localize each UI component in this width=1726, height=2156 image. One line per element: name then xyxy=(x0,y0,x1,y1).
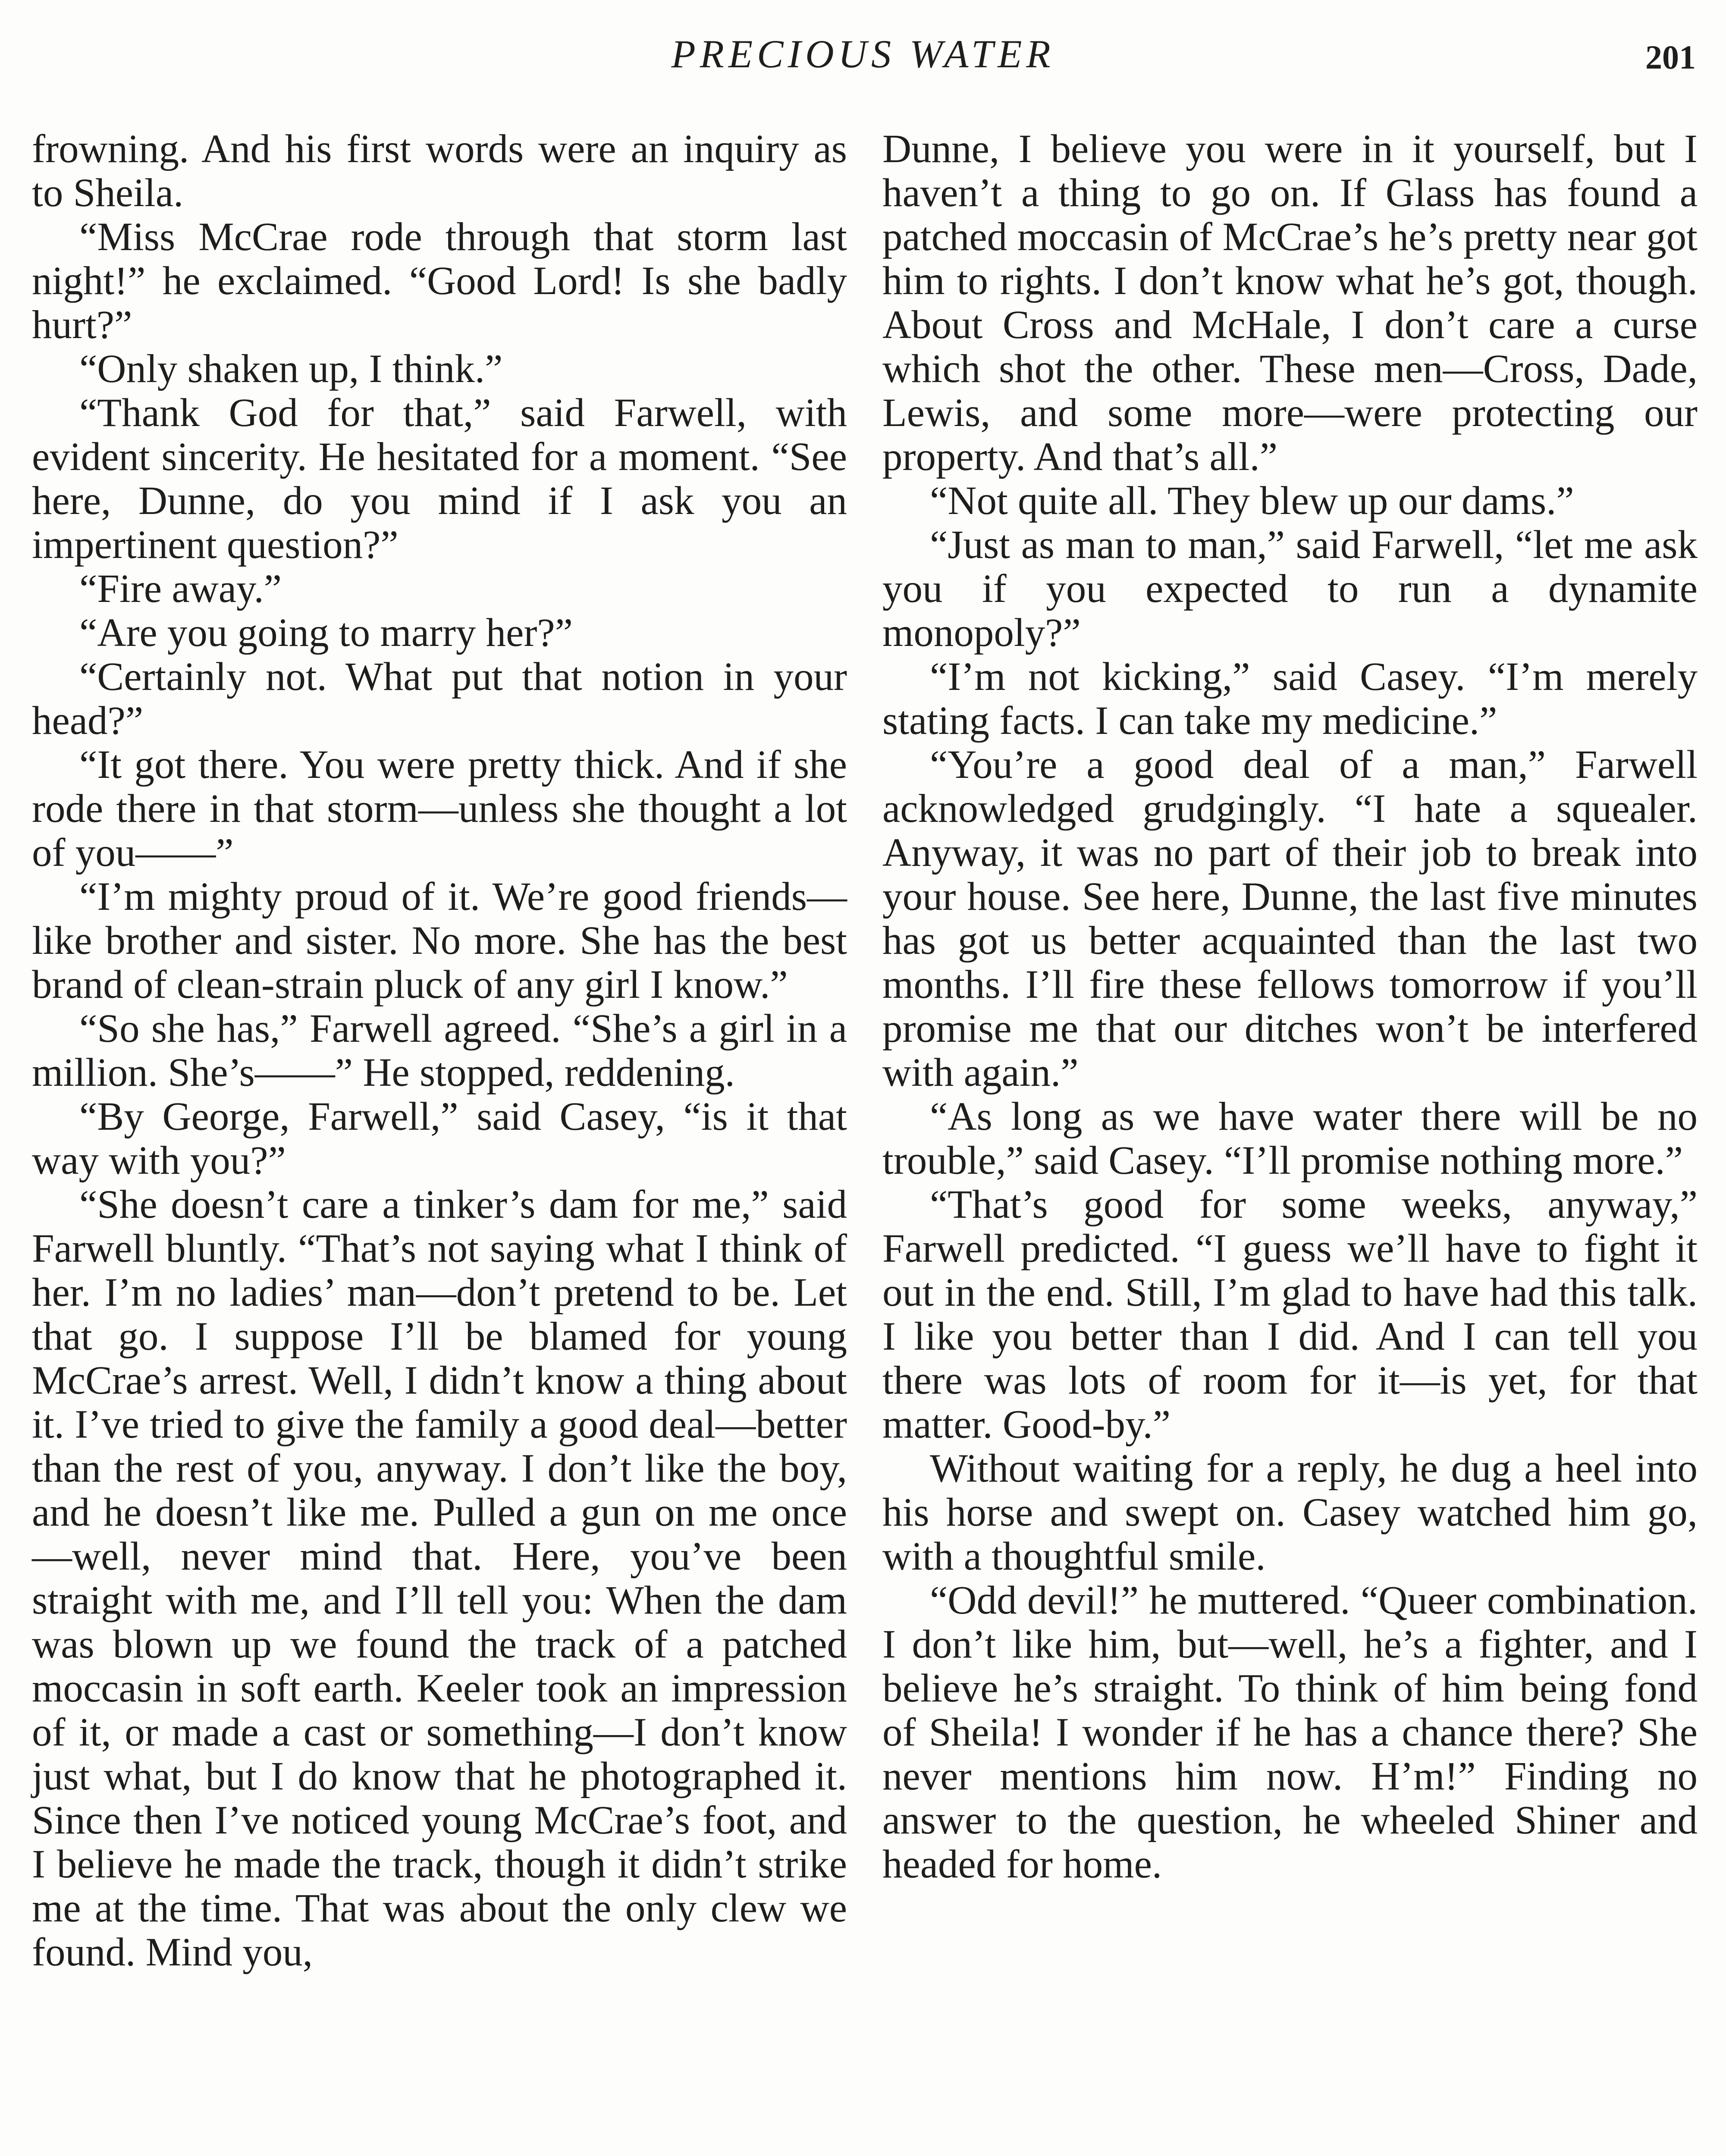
paragraph: frowning. And his first words were an inquiry as to Sheila. xyxy=(32,127,847,215)
paragraph: “Fire away.” xyxy=(79,567,282,611)
paragraph: “Are you going to marry her?” xyxy=(79,611,573,655)
paragraph: “As long as we have water there will be no trouble,” said Casey. “I’ll promise nothing more.” xyxy=(882,1094,1698,1183)
paragraph: “So she has,” Farwell agreed. “She’s a girl in a million. She’s——” He stopped, reddening. xyxy=(32,1006,847,1095)
right-column xyxy=(882,127,1698,1887)
paragraph: “Not quite all. They blew up our dams.” xyxy=(930,479,1574,523)
paragraph: “I’m mighty proud of it. We’re good friends—like brother and sister. No more. She has the best brand of clean-strain pluck of any girl I know.” xyxy=(32,874,847,1007)
paragraph: “By George, Farwell,” said Casey, “is it that way with you?” xyxy=(32,1094,847,1183)
paragraph: Without waiting for a reply, he dug a heel into his horse and swept on. Casey watched him go, with a thoughtful smile. xyxy=(882,1446,1698,1579)
paragraph: “Just as man to man,” said Farwell, “let me ask you if you expected to run a dynamite monopoly?” xyxy=(882,523,1698,655)
paragraph: “That’s good for some weeks, anyway,” Farwell predicted. “I guess we’ll have to fight it out in the end. Still, I’m glad to have had this talk. I like you better than I did. And I can tell you there was lots of room for it—is yet, for that matter. Good-by.” xyxy=(882,1182,1698,1447)
paragraph: “Only shaken up, I think.” xyxy=(79,347,503,391)
paragraph: “You’re a good deal of a man,” Farwell acknowledged grudgingly. “I hate a squealer. Anyway, it was no part of their job to break into your house. See here, Dunne, the last five minutes has got us better acquainted than the last two months. I’ll fire these fellows tomorrow if you’ll promise me that our ditches won’t be interfered with again.” xyxy=(882,743,1698,1095)
running-title: PRECIOUS WATER xyxy=(671,32,1055,76)
paragraph: “Odd devil!” he muttered. “Queer combination. I don’t like him, but—well, he’s a fighter, and I believe he’s straight. To think of him being fond of Sheila! I wonder if he has a chance there? She never mentions him now. H’m!” Finding no answer to the question, he wheeled Shiner and headed for home. xyxy=(882,1578,1698,1887)
page-number: 201 xyxy=(1645,38,1696,76)
paragraph: “Miss McCrae rode through that storm last night!” he exclaimed. “Good Lord! Is she badly hurt?” xyxy=(32,215,847,347)
paragraph: “I’m not kicking,” said Casey. “I’m merely stating facts. I can take my medicine.” xyxy=(882,655,1698,743)
paragraph: “She doesn’t care a tinker’s dam for me,” said Farwell bluntly. “That’s not saying what I think of her. I’m no ladies’ man—don’t pretend to be. Let that go. I suppose I’ll be blamed for young McCrae’s arrest. Well, I didn’t know a thing about it. I’ve tried to give the family a good deal—better than the rest of you, anyway. I don’t like the boy, and he doesn’t like me. Pulled a gun on me once—well, never mind that. Here, you’ve been straight with me, and I’ll tell you: When the dam was blown up we found the track of a patched moccasin in soft earth. Keeler took an impression of it, or made a cast or something—I don’t know just what, but I do know that he photographed it. Since then I’ve noticed young McCrae’s foot, and I believe he made the track, though it didn’t strike me at the time. That was about the only clew we found. Mind you, xyxy=(32,1182,847,1974)
paragraph: “Thank God for that,” said Farwell, with evident sincerity. He hesitated for a moment. “See here, Dunne, do you mind if I ask you an impertinent question?” xyxy=(32,391,847,567)
paragraph: “It got there. You were pretty thick. And if she rode there in that storm—unless she thought a lot of you——” xyxy=(32,743,847,875)
paragraph: Dunne, I believe you were in it yourself, but I haven’t a thing to go on. If Glass has found a patched moccasin of McCrae’s he’s pretty near got him to rights. I don’t know what he’s got, though. About Cross and McHale, I don’t care a curse which shot the other. These men—Cross, Dade, Lewis, and some more—were protecting our property. And that’s all.” xyxy=(882,127,1698,479)
left-column xyxy=(32,127,847,1974)
paragraph: “Certainly not. What put that notion in your head?” xyxy=(32,655,847,743)
